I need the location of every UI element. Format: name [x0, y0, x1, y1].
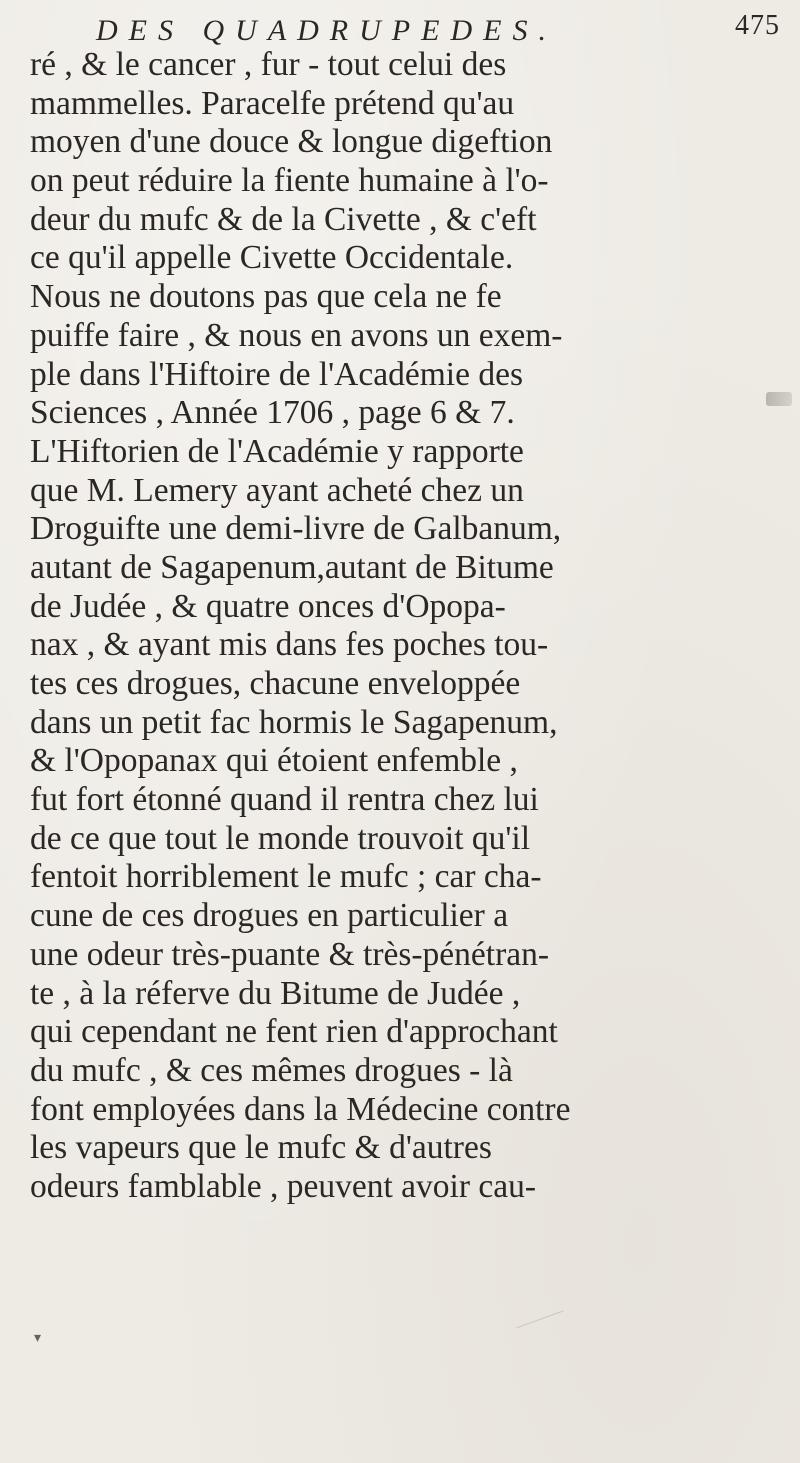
text-line: les vapeurs que le mufc & d'autres	[30, 1129, 492, 1167]
text-line: que M. Lemery ayant acheté chez un	[30, 471, 524, 509]
page-number: 475	[735, 10, 780, 41]
running-title: DES QUADRUPEDES.	[96, 14, 557, 47]
text-line: cune de ces drogues en particulier a	[30, 897, 509, 935]
text-line: autant de Sagapenum,autant de Bitume	[30, 548, 554, 586]
body-text	[30, 46, 790, 1207]
text-line: Sciences , Année 1706 , page 6 & 7.	[30, 394, 515, 432]
text-line: Droguifte une demi-livre de Galbanum,	[30, 510, 562, 548]
margin-smudge	[766, 392, 792, 406]
text-line: tes ces drogues, chacune enveloppée	[30, 665, 521, 702]
stray-mark: ▾	[34, 1330, 42, 1346]
text-line: fentoit horriblement le mufc ; car cha-	[30, 858, 542, 896]
text-line: Nous ne doutons pas que cela ne fe	[30, 278, 502, 316]
text-line: de ce que tout le monde trouvoit qu'il	[30, 819, 531, 857]
text-line: te , à la réferve du Bitume de Judée ,	[30, 974, 521, 1012]
text-line: font employées dans la Médecine contre	[30, 1090, 571, 1128]
text-line: de Judée , & quatre onces d'Opopa-	[30, 587, 506, 625]
text-line: ce qu'il appelle Civette Occidentale.	[30, 239, 514, 277]
text-line: & l'Opopanax qui étoient enfemble ,	[30, 742, 518, 780]
text-line: deur du mufc & de la Civette , & c'eft	[30, 200, 537, 238]
text-line: une odeur très-puante & très-pénétran-	[30, 935, 550, 973]
text-line: on peut réduire la fiente humaine à l'o-	[30, 162, 549, 200]
text-line: ple dans l'Hiftoire de l'Académie des	[30, 355, 523, 393]
text-line: fut fort étonné quand il rentra chez lui	[30, 781, 539, 819]
text-line: moyen d'une douce & longue digeftion	[30, 123, 553, 161]
text-line: dans un petit fac hormis le Sagapenum,	[30, 703, 558, 741]
text-line: qui cependant ne fent rien d'approchant	[30, 1013, 558, 1051]
paper-smudge	[516, 1310, 574, 1356]
text-line: L'Hiftorien de l'Académie y rapporte	[30, 432, 524, 470]
text-line: puiffe faire , & nous en avons un exem-	[30, 316, 563, 354]
text-line: odeurs famblable , peuvent avoir cau-	[30, 1167, 537, 1205]
text-line: du mufc , & ces mêmes drogues - là	[30, 1051, 513, 1089]
text-line: ré , & le cancer , fur - tout celui des	[30, 46, 507, 83]
text-line: nax , & ayant mis dans fes poches tou-	[30, 626, 549, 664]
text-line: mammelles. Paracelfe prétend qu'au	[30, 84, 515, 122]
